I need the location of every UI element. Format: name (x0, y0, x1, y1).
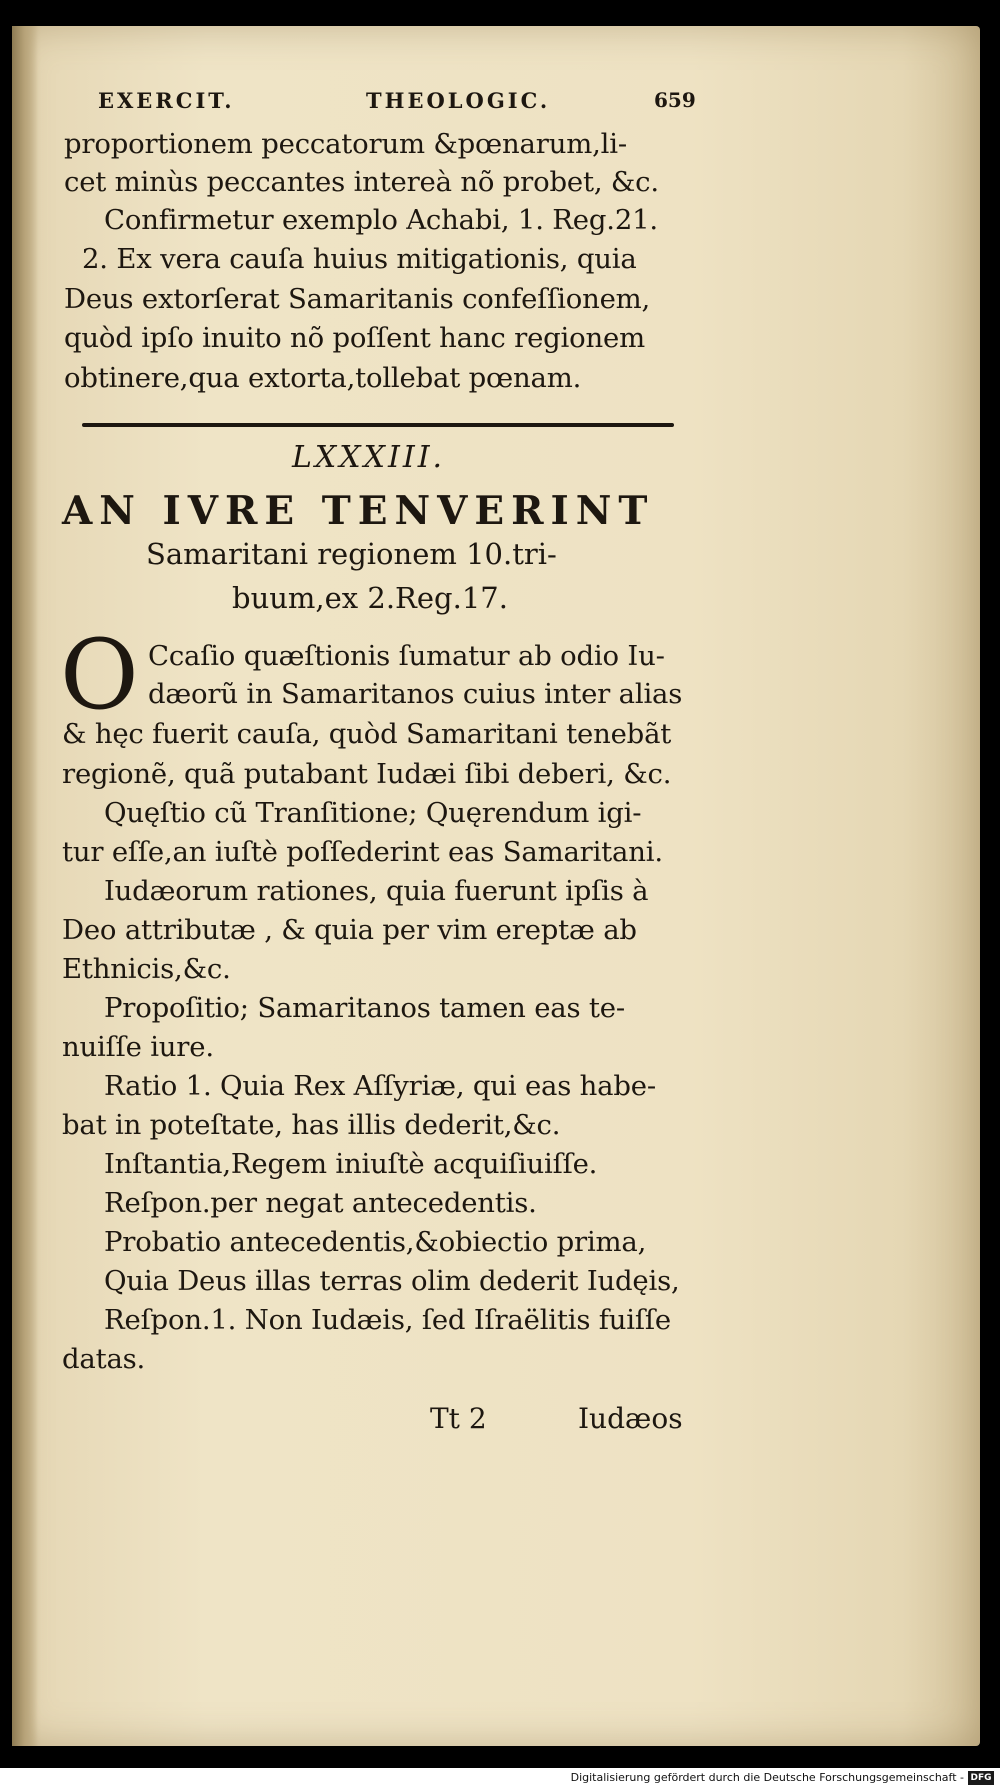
section-divider-rule (82, 423, 674, 427)
page-number: 659 (654, 88, 696, 112)
page-gutter (12, 26, 38, 1746)
text-line: Quia Deus illas terras olim dederit Iudęis, (104, 1265, 680, 1297)
text-line: Inſtantia,Regem iniuſtè acquiſiuiſſe. (104, 1148, 598, 1180)
text-line: dæorũ in Samaritanos cuius inter alias (148, 678, 683, 710)
text-line: quòd ipſo inuito nõ poſſent hanc regionem (64, 322, 645, 354)
text-line: Deo attributæ , & quia per vim ereptæ ab (62, 914, 637, 946)
text-line: obtinere,qua extorta,tollebat pœnam. (64, 362, 582, 394)
drop-cap: O (60, 619, 139, 731)
text-line: Confirmetur exemplo Achabi, 1. Reg.21. (104, 204, 658, 236)
text-line: regionẽ, quã putabant Iudæi ſibi deberi, &c. (62, 758, 672, 790)
text-line: Deus extorſerat Samaritanis confeſſionem, (64, 283, 651, 315)
text-line: Quęſtio cũ Tranſitione; Quęrendum igi- (104, 797, 642, 829)
section-subtitle-line2: buum,ex 2.Reg.17. (232, 581, 508, 615)
text-line: Probatio antecedentis,&obiectio prima, (104, 1226, 647, 1258)
text-line: 2. Ex vera cauſa huius mitigationis, quia (82, 243, 637, 275)
text-line: cet minùs peccantes intereà nõ probet, &c. (64, 166, 659, 198)
text-line: Ratio 1. Quia Rex Aſſyriæ, qui eas habe- (104, 1070, 656, 1102)
dfg-logo: DFG (968, 1771, 994, 1785)
text-line: bat in poteſtate, has illis dederit,&c. (62, 1109, 561, 1141)
text-line: Ethnicis,&c. (62, 953, 231, 985)
text-line: Propoſitio; Samaritanos tamen eas te- (104, 992, 625, 1024)
text-line: proportionem peccatorum &pœnarum,li- (64, 128, 627, 160)
text-line: Reſpon.per negat antecedentis. (104, 1187, 537, 1219)
text-line: Ccaſio quæſtionis ſumatur ab odio Iu- (148, 640, 665, 672)
section-subtitle-line1: Samaritani regionem 10.tri- (146, 537, 557, 571)
signature-mark: Tt 2 (430, 1402, 487, 1435)
text-line: tur eſſe,an iuſtè poſſederint eas Samaritani. (62, 836, 663, 868)
text-line: datas. (62, 1343, 146, 1375)
catchword: Iudæos (578, 1402, 683, 1435)
section-number: LXXXIII. (292, 440, 446, 475)
text-line: & hęc fuerit cauſa, quòd Samaritani tenebãt (62, 718, 672, 750)
running-head-center: THEOLOGIC. (366, 88, 551, 113)
text-line: nuiſſe iure. (62, 1031, 214, 1063)
running-head-left: EXERCIT. (98, 88, 235, 113)
section-title: AN IVRE TENVERINT (62, 488, 655, 534)
text-line: Iudæorum rationes, quia fuerunt ipſis à (104, 875, 649, 907)
text-line: Reſpon.1. Non Iudæis, ſed Iſraëlitis fuiſſe (104, 1304, 671, 1336)
digitization-credit: Digitalisierung gefördert durch die Deutsche Forschungsgemeinschaft - (570, 1771, 964, 1784)
